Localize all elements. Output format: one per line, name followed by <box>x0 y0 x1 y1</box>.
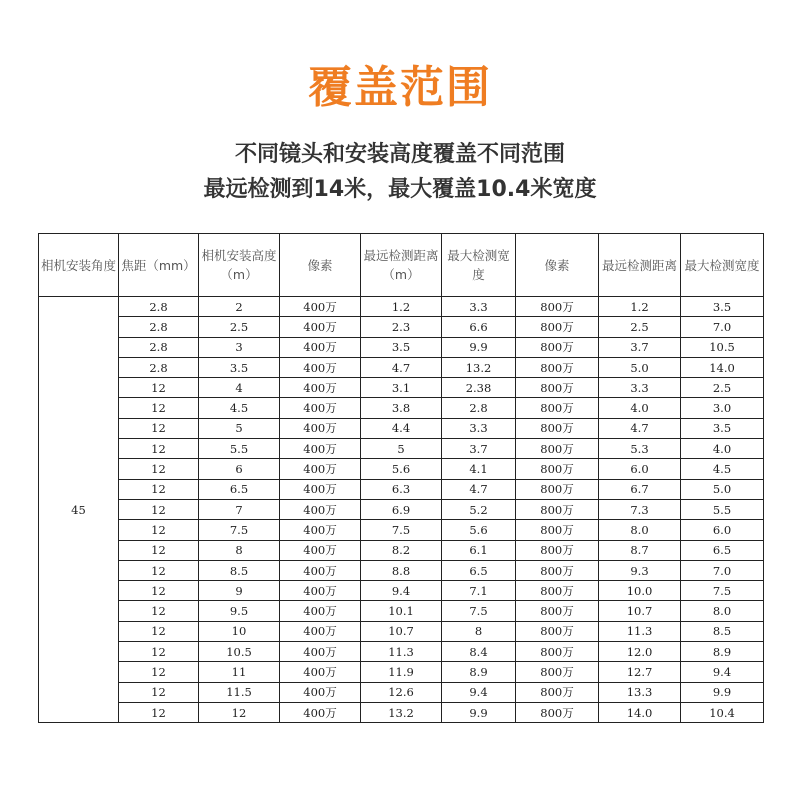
cell-install-height: 6 <box>199 459 280 479</box>
cell-max-distance-8mp: 2.5 <box>599 317 681 337</box>
cell-pixels-4mp: 400万 <box>280 621 361 641</box>
cell-max-distance-4mp: 10.1 <box>361 601 442 621</box>
cell-max-distance-8mp: 5.0 <box>599 357 681 377</box>
cell-focal-length: 12 <box>119 378 199 398</box>
cell-max-distance-4mp: 3.8 <box>361 398 442 418</box>
cell-focal-length: 12 <box>119 682 199 702</box>
cell-pixels-8mp: 800万 <box>516 560 599 580</box>
header-max-width-4mp: 最大检测宽度 <box>442 234 516 297</box>
cell-max-width-4mp: 8.4 <box>442 642 516 662</box>
cell-pixels-8mp: 800万 <box>516 601 599 621</box>
cell-max-distance-8mp: 11.3 <box>599 621 681 641</box>
cell-focal-length: 2.8 <box>119 317 199 337</box>
cell-max-width-8mp: 7.5 <box>681 581 764 601</box>
cell-max-width-4mp: 2.38 <box>442 378 516 398</box>
cell-focal-length: 12 <box>119 499 199 519</box>
cell-focal-length: 2.8 <box>119 297 199 317</box>
cell-max-distance-8mp: 3.3 <box>599 378 681 398</box>
cell-max-width-4mp: 3.7 <box>442 439 516 459</box>
cell-pixels-8mp: 800万 <box>516 337 599 357</box>
header-max-distance-8mp: 最远检测距离 <box>599 234 681 297</box>
table-row <box>39 581 764 601</box>
cell-install-height: 8 <box>199 540 280 560</box>
cell-max-width-4mp: 2.8 <box>442 398 516 418</box>
cell-max-distance-4mp: 13.2 <box>361 702 442 722</box>
cell-focal-length: 12 <box>119 540 199 560</box>
table-row <box>39 337 764 357</box>
table-row <box>39 560 764 580</box>
cell-install-height: 10 <box>199 621 280 641</box>
cell-max-width-4mp: 9.9 <box>442 337 516 357</box>
cell-max-distance-4mp: 5.6 <box>361 459 442 479</box>
cell-pixels-4mp: 400万 <box>280 378 361 398</box>
table-row <box>39 378 764 398</box>
table-row <box>39 682 764 702</box>
cell-pixels-8mp: 800万 <box>516 479 599 499</box>
cell-install-height: 11 <box>199 662 280 682</box>
cell-pixels-8mp: 800万 <box>516 642 599 662</box>
cell-pixels-4mp: 400万 <box>280 398 361 418</box>
cell-max-width-8mp: 2.5 <box>681 378 764 398</box>
cell-max-width-8mp: 5.0 <box>681 479 764 499</box>
cell-max-distance-4mp: 8.2 <box>361 540 442 560</box>
cell-max-width-8mp: 5.5 <box>681 499 764 519</box>
table-row <box>39 418 764 438</box>
cell-max-width-4mp: 9.9 <box>442 702 516 722</box>
cell-install-height: 6.5 <box>199 479 280 499</box>
cell-max-width-8mp: 8.9 <box>681 642 764 662</box>
cell-focal-length: 12 <box>119 479 199 499</box>
cell-pixels-8mp: 800万 <box>516 317 599 337</box>
cell-pixels-4mp: 400万 <box>280 439 361 459</box>
cell-pixels-8mp: 800万 <box>516 418 599 438</box>
cell-max-width-4mp: 3.3 <box>442 418 516 438</box>
table-row <box>39 520 764 540</box>
cell-pixels-4mp: 400万 <box>280 459 361 479</box>
cell-pixels-8mp: 800万 <box>516 459 599 479</box>
table-row <box>39 439 764 459</box>
cell-max-distance-4mp: 2.3 <box>361 317 442 337</box>
cell-max-distance-8mp: 12.7 <box>599 662 681 682</box>
cell-pixels-4mp: 400万 <box>280 297 361 317</box>
cell-max-width-4mp: 7.5 <box>442 601 516 621</box>
cell-max-width-8mp: 3.5 <box>681 418 764 438</box>
cell-max-width-4mp: 7.1 <box>442 581 516 601</box>
cell-max-width-8mp: 10.5 <box>681 337 764 357</box>
cell-install-height: 4 <box>199 378 280 398</box>
cell-focal-length: 12 <box>119 520 199 540</box>
cell-max-distance-8mp: 13.3 <box>599 682 681 702</box>
cell-max-width-8mp: 6.5 <box>681 540 764 560</box>
cell-max-distance-8mp: 10.7 <box>599 601 681 621</box>
cell-pixels-4mp: 400万 <box>280 337 361 357</box>
cell-max-distance-8mp: 3.7 <box>599 337 681 357</box>
cell-focal-length: 12 <box>119 662 199 682</box>
cell-install-height: 8.5 <box>199 560 280 580</box>
cell-pixels-8mp: 800万 <box>516 682 599 702</box>
cell-max-distance-8mp: 6.0 <box>599 459 681 479</box>
cell-pixels-4mp: 400万 <box>280 540 361 560</box>
table-row <box>39 297 764 317</box>
cell-max-distance-4mp: 5 <box>361 439 442 459</box>
cell-focal-length: 12 <box>119 581 199 601</box>
cell-pixels-8mp: 800万 <box>516 439 599 459</box>
cell-focal-length: 12 <box>119 560 199 580</box>
cell-install-height: 5 <box>199 418 280 438</box>
cell-max-width-8mp: 3.0 <box>681 398 764 418</box>
cell-max-distance-4mp: 4.4 <box>361 418 442 438</box>
cell-focal-length: 12 <box>119 459 199 479</box>
cell-max-distance-4mp: 10.7 <box>361 621 442 641</box>
cell-focal-length: 12 <box>119 642 199 662</box>
cell-max-distance-4mp: 6.3 <box>361 479 442 499</box>
cell-max-width-4mp: 4.1 <box>442 459 516 479</box>
cell-install-height: 9 <box>199 581 280 601</box>
cell-pixels-8mp: 800万 <box>516 702 599 722</box>
cell-max-width-4mp: 6.6 <box>442 317 516 337</box>
cell-pixels-4mp: 400万 <box>280 479 361 499</box>
table-row <box>39 499 764 519</box>
cell-max-width-4mp: 3.3 <box>442 297 516 317</box>
cell-max-width-8mp: 9.4 <box>681 662 764 682</box>
cell-install-height: 3.5 <box>199 357 280 377</box>
cell-max-distance-4mp: 3.1 <box>361 378 442 398</box>
cell-max-width-8mp: 10.4 <box>681 702 764 722</box>
cell-pixels-8mp: 800万 <box>516 297 599 317</box>
header-pixels-8mp: 像素 <box>516 234 599 297</box>
cell-max-distance-8mp: 5.3 <box>599 439 681 459</box>
cell-max-width-4mp: 5.6 <box>442 520 516 540</box>
cell-focal-length: 2.8 <box>119 357 199 377</box>
cell-pixels-4mp: 400万 <box>280 499 361 519</box>
cell-pixels-4mp: 400万 <box>280 662 361 682</box>
cell-pixels-8mp: 800万 <box>516 662 599 682</box>
cell-max-width-4mp: 5.2 <box>442 499 516 519</box>
cell-max-width-8mp: 3.5 <box>681 297 764 317</box>
cell-install-height: 2 <box>199 297 280 317</box>
cell-pixels-8mp: 800万 <box>516 499 599 519</box>
cell-install-height: 10.5 <box>199 642 280 662</box>
cell-focal-length: 12 <box>119 601 199 621</box>
cell-pixels-8mp: 800万 <box>516 581 599 601</box>
cell-pixels-8mp: 800万 <box>516 520 599 540</box>
cell-pixels-4mp: 400万 <box>280 581 361 601</box>
cell-install-height: 11.5 <box>199 682 280 702</box>
cell-max-distance-8mp: 14.0 <box>599 702 681 722</box>
cell-max-distance-4mp: 4.7 <box>361 357 442 377</box>
cell-pixels-4mp: 400万 <box>280 520 361 540</box>
header-focal-length: 焦距（mm） <box>119 234 199 297</box>
cell-max-distance-8mp: 12.0 <box>599 642 681 662</box>
cell-focal-length: 12 <box>119 439 199 459</box>
cell-max-distance-4mp: 11.9 <box>361 662 442 682</box>
cell-max-width-8mp: 4.0 <box>681 439 764 459</box>
cell-pixels-4mp: 400万 <box>280 682 361 702</box>
cell-max-width-8mp: 6.0 <box>681 520 764 540</box>
subtitle-line-1: 不同镜头和安装高度覆盖不同范围 <box>234 142 565 167</box>
cell-max-distance-4mp: 3.5 <box>361 337 442 357</box>
cell-focal-length: 2.8 <box>119 337 199 357</box>
table-row <box>39 357 764 377</box>
table-row <box>39 540 764 560</box>
table-row <box>39 459 764 479</box>
coverage-table <box>38 233 764 723</box>
cell-install-angle: 45 <box>39 297 119 723</box>
cell-max-width-8mp: 14.0 <box>681 357 764 377</box>
cell-max-width-4mp: 9.4 <box>442 682 516 702</box>
cell-install-height: 3 <box>199 337 280 357</box>
cell-pixels-4mp: 400万 <box>280 642 361 662</box>
cell-max-distance-4mp: 11.3 <box>361 642 442 662</box>
table-row <box>39 601 764 621</box>
cell-max-distance-4mp: 6.9 <box>361 499 442 519</box>
cell-focal-length: 12 <box>119 398 199 418</box>
cell-max-distance-4mp: 9.4 <box>361 581 442 601</box>
cell-max-width-8mp: 4.5 <box>681 459 764 479</box>
cell-pixels-8mp: 800万 <box>516 398 599 418</box>
cell-max-width-4mp: 13.2 <box>442 357 516 377</box>
cell-install-height: 12 <box>199 702 280 722</box>
cell-pixels-4mp: 400万 <box>280 418 361 438</box>
cell-pixels-4mp: 400万 <box>280 601 361 621</box>
cell-focal-length: 12 <box>119 621 199 641</box>
cell-pixels-8mp: 800万 <box>516 621 599 641</box>
cell-max-distance-4mp: 7.5 <box>361 520 442 540</box>
subtitle-line-2: 最远检测到14米，最大覆盖10.4米宽度 <box>203 177 597 202</box>
header-install-height: 相机安装高度（m） <box>199 234 280 297</box>
cell-install-height: 7 <box>199 499 280 519</box>
cell-max-distance-8mp: 1.2 <box>599 297 681 317</box>
cell-install-height: 7.5 <box>199 520 280 540</box>
table-row <box>39 398 764 418</box>
cell-max-distance-8mp: 4.7 <box>599 418 681 438</box>
cell-max-distance-8mp: 9.3 <box>599 560 681 580</box>
table-row <box>39 662 764 682</box>
cell-max-distance-8mp: 4.0 <box>599 398 681 418</box>
cell-install-height: 2.5 <box>199 317 280 337</box>
header-pixels-4mp: 像素 <box>280 234 361 297</box>
cell-pixels-8mp: 800万 <box>516 357 599 377</box>
cell-max-width-8mp: 8.0 <box>681 601 764 621</box>
header-install-angle: 相机安装角度 <box>39 234 119 297</box>
cell-max-width-4mp: 8 <box>442 621 516 641</box>
cell-pixels-4mp: 400万 <box>280 560 361 580</box>
table-row <box>39 702 764 722</box>
table-row <box>39 642 764 662</box>
table-row <box>39 479 764 499</box>
cell-install-height: 9.5 <box>199 601 280 621</box>
cell-max-distance-8mp: 10.0 <box>599 581 681 601</box>
cell-pixels-4mp: 400万 <box>280 357 361 377</box>
cell-max-width-8mp: 7.0 <box>681 317 764 337</box>
cell-max-distance-8mp: 7.3 <box>599 499 681 519</box>
cell-pixels-4mp: 400万 <box>280 702 361 722</box>
cell-max-width-8mp: 9.9 <box>681 682 764 702</box>
cell-pixels-8mp: 800万 <box>516 378 599 398</box>
cell-max-distance-4mp: 1.2 <box>361 297 442 317</box>
cell-max-distance-4mp: 12.6 <box>361 682 442 702</box>
cell-pixels-4mp: 400万 <box>280 317 361 337</box>
table-header-row <box>39 234 764 297</box>
cell-max-distance-4mp: 8.8 <box>361 560 442 580</box>
page-title: 覆盖范围 <box>308 62 492 113</box>
cell-max-width-8mp: 8.5 <box>681 621 764 641</box>
cell-focal-length: 12 <box>119 702 199 722</box>
cell-install-height: 4.5 <box>199 398 280 418</box>
cell-max-width-4mp: 6.5 <box>442 560 516 580</box>
cell-max-width-4mp: 8.9 <box>442 662 516 682</box>
cell-pixels-8mp: 800万 <box>516 540 599 560</box>
cell-install-height: 5.5 <box>199 439 280 459</box>
cell-max-distance-8mp: 8.0 <box>599 520 681 540</box>
cell-focal-length: 12 <box>119 418 199 438</box>
header-max-width-8mp: 最大检测宽度 <box>681 234 764 297</box>
cell-max-width-4mp: 4.7 <box>442 479 516 499</box>
table-row <box>39 621 764 641</box>
table-body <box>39 297 764 723</box>
cell-max-distance-8mp: 8.7 <box>599 540 681 560</box>
cell-max-width-8mp: 7.0 <box>681 560 764 580</box>
cell-max-distance-8mp: 6.7 <box>599 479 681 499</box>
cell-max-width-4mp: 6.1 <box>442 540 516 560</box>
header-max-distance-4mp: 最远检测距离（m） <box>361 234 442 297</box>
table-row <box>39 317 764 337</box>
